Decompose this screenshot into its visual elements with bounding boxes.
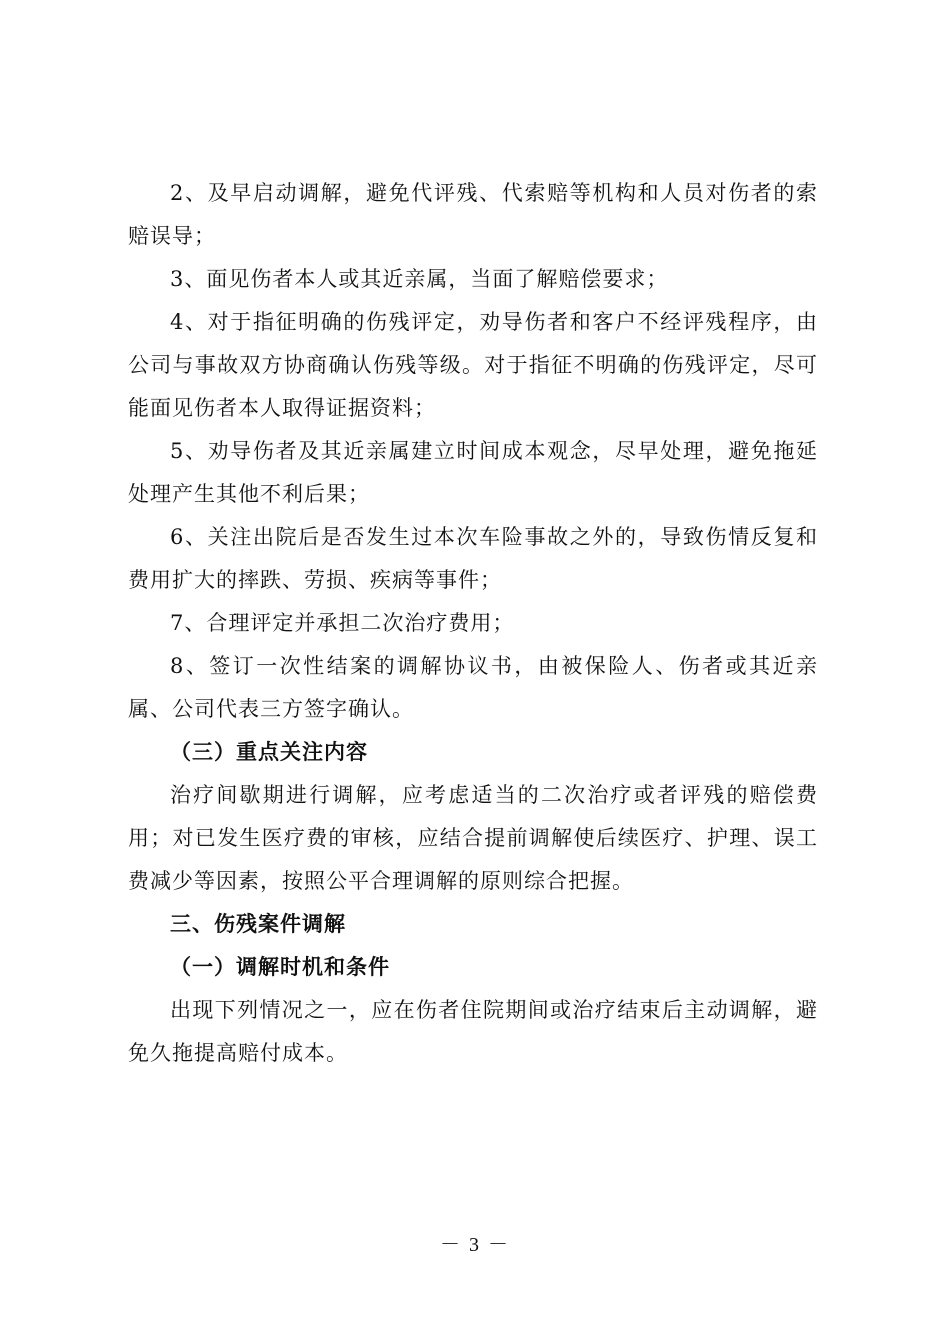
section-heading-key-focus: （三）重点关注内容 xyxy=(170,740,368,764)
document-body xyxy=(128,172,818,1075)
paragraph-item-8: 8、签订一次性结案的调解协议书，由被保险人、伤者或其近亲属、公司代表三方签字确认。 xyxy=(128,654,818,721)
paragraph-key-focus-body: 治疗间歇期进行调解，应考虑适当的二次治疗或者评残的赔偿费用；对已发生医疗费的审核，应结合提前调解使后续医疗、护理、误工费减少等因素，按照公平合理调解的原则综合把握。 xyxy=(128,783,818,893)
paragraph-item-5: 5、劝导伤者及其近亲属建立时间成本观念，尽早处理，避免拖延处理产生其他不利后果； xyxy=(128,439,818,506)
page-number: － 3 － xyxy=(440,1234,510,1256)
paragraph-item-3: 3、面见伤者本人或其近亲属，当面了解赔偿要求； xyxy=(170,267,669,291)
paragraph-timing-conditions-body: 出现下列情况之一，应在伤者住院期间或治疗结束后主动调解，避免久拖提高赔付成本。 xyxy=(128,998,818,1065)
paragraph-item-6: 6、关注出院后是否发生过本次车险事故之外的，导致伤情反复和费用扩大的摔跌、劳损、疾病等事件； xyxy=(128,525,818,592)
section-heading-disability-mediation: 三、伤残案件调解 xyxy=(170,912,346,936)
paragraph-item-2: 2、及早启动调解，避免代评残、代索赔等机构和人员对伤者的索赔误导； xyxy=(128,181,818,248)
paragraph-item-7: 7、合理评定并承担二次治疗费用； xyxy=(170,611,515,635)
paragraph-item-4: 4、对于指征明确的伤残评定，劝导伤者和客户不经评残程序，由公司与事故双方协商确认伤残等级。对于指征不明确的伤残评定，尽可能面见伤者本人取得证据资料； xyxy=(128,310,818,420)
subsection-heading-timing-conditions: （一）调解时机和条件 xyxy=(170,955,390,979)
